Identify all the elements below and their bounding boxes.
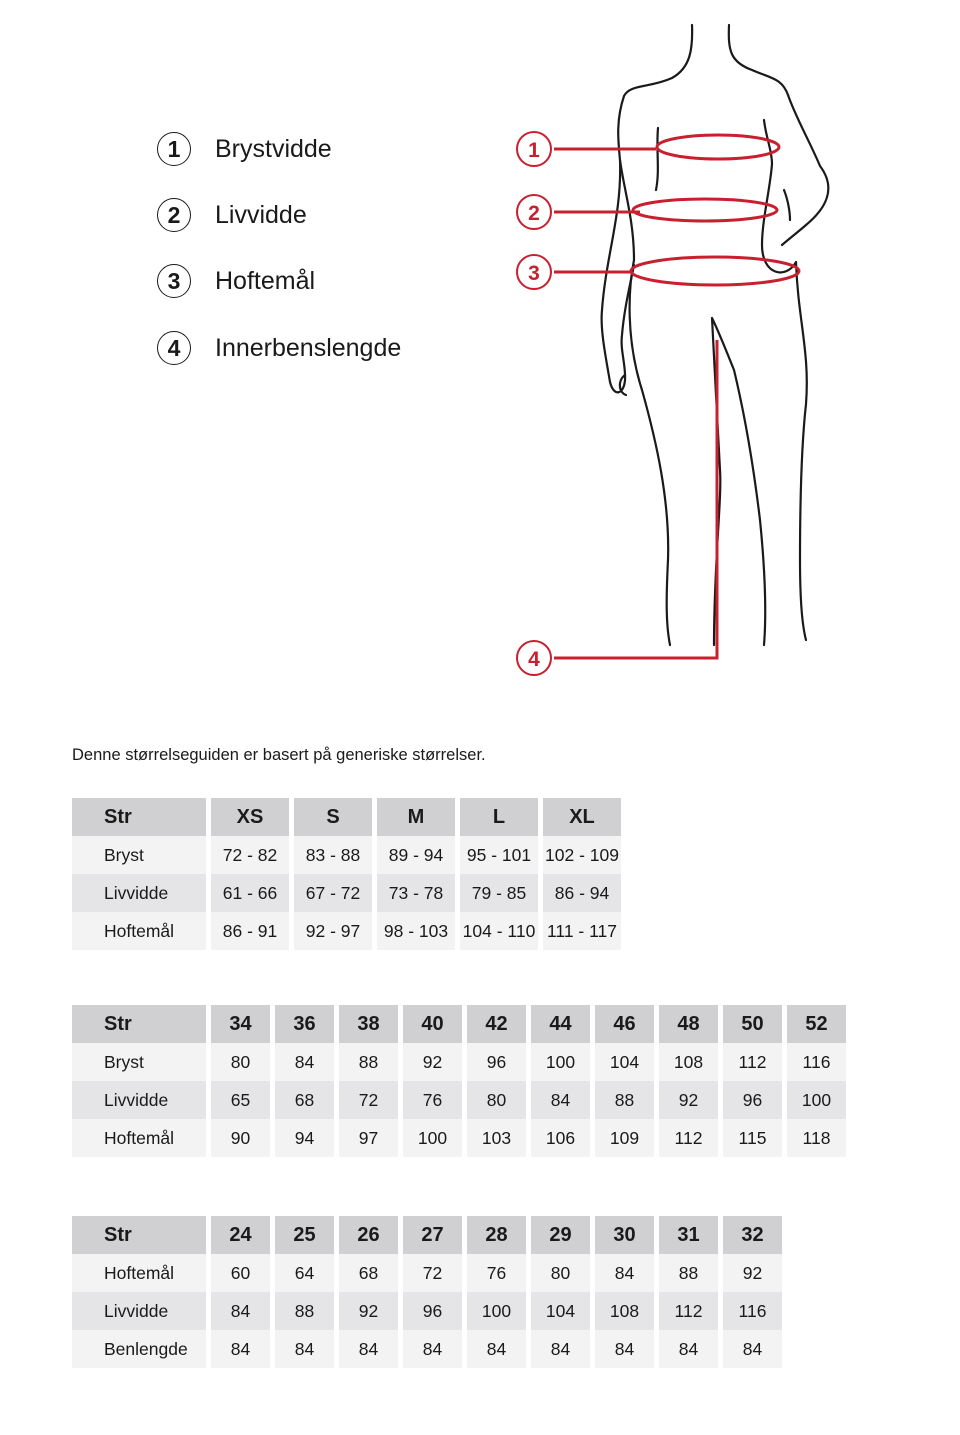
table-header-size: 46 (595, 1005, 654, 1043)
legend-number: 2 (157, 198, 191, 232)
table-cell: 84 (339, 1330, 398, 1368)
table-cell: 108 (595, 1292, 654, 1330)
table-cell: 60 (211, 1254, 270, 1292)
marker-number: 4 (528, 648, 540, 671)
table-row-label: Bryst (72, 836, 206, 874)
table-header-size: 38 (339, 1005, 398, 1043)
table-row-label: Livvidde (72, 1292, 206, 1330)
table-cell: 84 (595, 1254, 654, 1292)
table-cell: 88 (659, 1254, 718, 1292)
table-cell: 64 (275, 1254, 334, 1292)
legend-item-waist (157, 196, 477, 234)
marker-3 (517, 255, 551, 289)
table-cell: 76 (467, 1254, 526, 1292)
marker-number: 2 (528, 202, 540, 225)
table-cell: 92 (339, 1292, 398, 1330)
table-cell: 104 - 110 (460, 912, 538, 950)
table-cell: 109 (595, 1119, 654, 1157)
bust-ring (657, 135, 779, 159)
legend-label: Brystvidde (215, 134, 332, 163)
table-cell: 100 (787, 1081, 846, 1119)
table-cell: 100 (531, 1043, 590, 1081)
table-header-size: 29 (531, 1216, 590, 1254)
table-cell: 80 (467, 1081, 526, 1119)
body-outline (602, 25, 829, 645)
table-row-label: Hoftemål (72, 1119, 206, 1157)
table-header-label: Str (72, 798, 206, 836)
table-header-size: 36 (275, 1005, 334, 1043)
table-cell: 92 (659, 1081, 718, 1119)
table-cell: 88 (339, 1043, 398, 1081)
legend-item-hip (157, 262, 477, 300)
table-cell: 111 - 117 (543, 912, 621, 950)
table-header-label: Str (72, 1216, 206, 1254)
table-header-size: 34 (211, 1005, 270, 1043)
table-cell: 115 (723, 1119, 782, 1157)
table-cell: 96 (403, 1292, 462, 1330)
table-cell: 72 - 82 (211, 836, 289, 874)
table-header-size: S (294, 798, 372, 836)
table-cell: 104 (595, 1043, 654, 1081)
table-header-size: M (377, 798, 455, 836)
table-header-size: 42 (467, 1005, 526, 1043)
table-cell: 116 (787, 1043, 846, 1081)
table-cell: 89 - 94 (377, 836, 455, 874)
table-header-size: 40 (403, 1005, 462, 1043)
table-cell: 90 (211, 1119, 270, 1157)
table-cell: 61 - 66 (211, 874, 289, 912)
legend-item-inseam (157, 329, 477, 367)
table-cell: 84 (531, 1081, 590, 1119)
table-cell: 83 - 88 (294, 836, 372, 874)
table-header-size: 50 (723, 1005, 782, 1043)
table-cell: 112 (723, 1043, 782, 1081)
table-cell: 84 (275, 1330, 334, 1368)
table-row-label: Livvidde (72, 874, 206, 912)
table-cell: 94 (275, 1119, 334, 1157)
marker-1 (517, 132, 551, 166)
size-table-letter (72, 798, 621, 950)
legend-item-bust (157, 130, 477, 168)
table-cell: 92 (723, 1254, 782, 1292)
table-cell: 84 (531, 1330, 590, 1368)
table-cell: 88 (275, 1292, 334, 1330)
table-cell: 100 (467, 1292, 526, 1330)
table-header-size: 30 (595, 1216, 654, 1254)
legend-number: 3 (157, 264, 191, 298)
measurement-rings (554, 135, 799, 658)
table-cell: 95 - 101 (460, 836, 538, 874)
table-header-size: XL (543, 798, 621, 836)
table-header-size: 24 (211, 1216, 270, 1254)
table-cell: 103 (467, 1119, 526, 1157)
table-cell: 84 (659, 1330, 718, 1368)
table-header-size: 48 (659, 1005, 718, 1043)
table-cell: 72 (339, 1081, 398, 1119)
table-row-label: Hoftemål (72, 1254, 206, 1292)
legend-label: Livvidde (215, 200, 307, 229)
intro-text: Denne størrelseguiden er basert på generiske størrelser. (72, 746, 486, 764)
table-header-size: 32 (723, 1216, 782, 1254)
table-header-size: 52 (787, 1005, 846, 1043)
table-row-label: Benlengde (72, 1330, 206, 1368)
table-header-size: XS (211, 798, 289, 836)
size-table-numeric (72, 1005, 846, 1157)
size-table-jeans (72, 1216, 782, 1368)
marker-number: 1 (528, 139, 540, 162)
table-cell: 80 (211, 1043, 270, 1081)
table-cell: 84 (467, 1330, 526, 1368)
marker-4 (517, 641, 551, 675)
table-cell: 65 (211, 1081, 270, 1119)
waist-ring (633, 199, 777, 221)
table-cell: 116 (723, 1292, 782, 1330)
table-cell: 68 (275, 1081, 334, 1119)
table-cell: 100 (403, 1119, 462, 1157)
legend-label: Innerbenslengde (215, 333, 402, 362)
table-cell: 84 (211, 1330, 270, 1368)
inseam-pointer-line (554, 340, 717, 658)
marker-2 (517, 195, 551, 229)
table-cell: 76 (403, 1081, 462, 1119)
table-cell: 108 (659, 1043, 718, 1081)
table-cell: 106 (531, 1119, 590, 1157)
table-cell: 104 (531, 1292, 590, 1330)
table-header-size: 31 (659, 1216, 718, 1254)
table-header-size: 27 (403, 1216, 462, 1254)
table-cell: 118 (787, 1119, 846, 1157)
table-cell: 88 (595, 1081, 654, 1119)
table-cell: 96 (723, 1081, 782, 1119)
table-cell: 96 (467, 1043, 526, 1081)
table-cell: 92 (403, 1043, 462, 1081)
table-cell: 112 (659, 1292, 718, 1330)
table-header-size: L (460, 798, 538, 836)
table-cell: 86 - 91 (211, 912, 289, 950)
table-cell: 84 (595, 1330, 654, 1368)
table-cell: 102 - 109 (543, 836, 621, 874)
legend-number: 1 (157, 132, 191, 166)
table-cell: 84 (211, 1292, 270, 1330)
table-cell: 67 - 72 (294, 874, 372, 912)
table-header-label: Str (72, 1005, 206, 1043)
table-row-label: Hoftemål (72, 912, 206, 950)
table-cell: 68 (339, 1254, 398, 1292)
table-cell: 84 (403, 1330, 462, 1368)
table-row-label: Livvidde (72, 1081, 206, 1119)
table-cell: 73 - 78 (377, 874, 455, 912)
table-cell: 97 (339, 1119, 398, 1157)
body-figure-illustration (500, 0, 860, 700)
table-cell: 79 - 85 (460, 874, 538, 912)
table-header-size: 25 (275, 1216, 334, 1254)
legend-number: 4 (157, 331, 191, 365)
legend-label: Hoftemål (215, 266, 316, 295)
table-cell: 84 (723, 1330, 782, 1368)
table-cell: 112 (659, 1119, 718, 1157)
table-row-label: Bryst (72, 1043, 206, 1081)
table-cell: 80 (531, 1254, 590, 1292)
table-header-size: 28 (467, 1216, 526, 1254)
table-cell: 84 (275, 1043, 334, 1081)
table-cell: 98 - 103 (377, 912, 455, 950)
marker-number: 3 (528, 262, 540, 285)
table-cell: 72 (403, 1254, 462, 1292)
table-cell: 86 - 94 (543, 874, 621, 912)
table-cell: 92 - 97 (294, 912, 372, 950)
table-header-size: 26 (339, 1216, 398, 1254)
table-header-size: 44 (531, 1005, 590, 1043)
